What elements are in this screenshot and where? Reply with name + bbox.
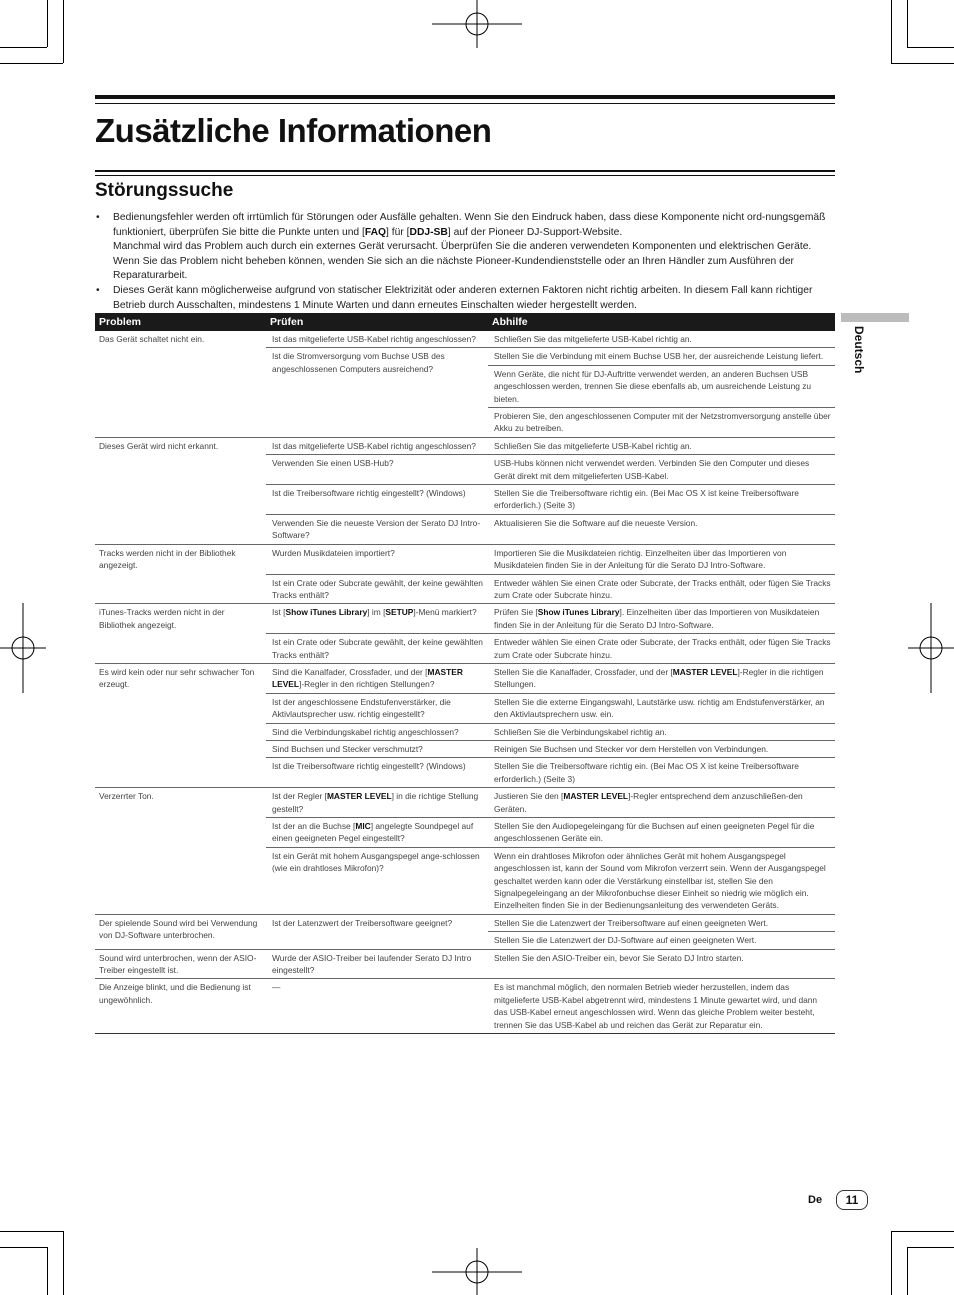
- check-cell: Ist die Treibersoftware richtig eingestellt? (Windows): [266, 485, 488, 515]
- bullet-mark: •: [96, 284, 100, 296]
- control-keyword: MASTER LEVEL: [272, 666, 463, 690]
- problem-cell: Die Anzeige blinkt, und die Bedienung ist ungewöhnlich.: [95, 979, 266, 1034]
- problem-cell: iTunes-Tracks werden nicht in der Bibliothek angezeigt.: [95, 604, 266, 664]
- section-title: Störungssuche: [95, 180, 234, 201]
- intro-text: Bedienungsfehler werden oft irrtümlich für Störungen oder Ausfälle gehalten. Wenn Sie den Eindruck haben, dass diese Komponente nicht ord-nungsgemäß funktioniert, überprüfen Sie bitte die Punkte unten und [: [113, 212, 826, 238]
- problem-cell: Der spielende Sound wird bei Verwendung von DJ-Software unterbrochen.: [95, 914, 266, 949]
- control-keyword: MASTER LEVEL: [326, 791, 392, 802]
- remedy-cell: Stellen Sie die Latenzwert der DJ-Software auf einen geeigneten Wert.: [488, 932, 835, 949]
- table-row: [95, 544, 835, 574]
- registration-mark-icon: [0, 603, 46, 693]
- intro-text: Dieses Gerät kann möglicherweise aufgrund von statischer Elektrizität oder anderen externen Faktoren nicht richtig arbeiten. In diesem Fall kann richtiger Betrieb durch Ausschalten, mindestens 1 Minute Warten und dann erneutes Einschalten wieder hergestellt werden.: [113, 284, 813, 311]
- check-cell: Verwenden Sie einen USB-Hub?: [266, 455, 488, 485]
- table-row: [95, 949, 835, 979]
- table-row: [95, 331, 835, 348]
- table-header-row: [95, 313, 835, 331]
- check-text: ]-Regler in den richtigen Stellungen?: [299, 679, 435, 690]
- check-text: Ist der an die Buchse [: [272, 821, 356, 831]
- check-cell: [266, 818, 488, 848]
- crop-mark: [0, 47, 47, 48]
- check-cell: Ist das mitgelieferte USB-Kabel richtig angeschlossen?: [266, 331, 488, 348]
- section-rule: [95, 170, 835, 172]
- crop-mark: [63, 0, 64, 63]
- registration-mark-icon: [908, 603, 954, 693]
- remedy-cell: Schließen Sie das mitgelieferte USB-Kabel richtig an.: [488, 331, 835, 348]
- intro-text: ] auf der Pioneer DJ-Support-Website.: [447, 226, 623, 238]
- problem-cell: Das Gerät schaltet nicht ein.: [95, 331, 266, 437]
- remedy-cell: [488, 604, 835, 634]
- remedy-cell: Wenn ein drahtloses Mikrofon oder ähnliches Gerät mit hohem Ausgangspegel angeschlossen ist, kann der Sound vom Mikrofon verzerrt sein. Wenn der Ausgangspegel geschaltet werden kann oder die Verstärkung einstellbar ist, stellen Sie den Signalpegeleingang an der Mikrofonbuchse dieser Einheit so niedrig wie möglich ein. Einzelheiten finden Sie in der Bedienungsanleitung des verwendeten Geräts.: [488, 847, 835, 914]
- crop-mark: [907, 0, 908, 47]
- crop-mark: [0, 1247, 47, 1248]
- remedy-cell: Stellen Sie die Treibersoftware richtig ein. (Bei Mac OS X ist keine Treibersoftware erforderlich.) (Seite 3): [488, 485, 835, 515]
- check-text: ] in die richtige Stellung gestellt?: [272, 791, 479, 814]
- remedy-text: ]-Regler in die richtigen Stellungen.: [494, 666, 824, 690]
- problem-cell: Dieses Gerät wird nicht erkannt.: [95, 437, 266, 544]
- section-rule: [95, 175, 835, 176]
- remedy-text: Justieren Sie den [: [494, 791, 564, 802]
- table-row: [95, 788, 835, 818]
- remedy-text: Stellen Sie die Kanalfader, Crossfader, und der [: [494, 666, 673, 677]
- crop-mark: [47, 1247, 48, 1295]
- crop-mark: [891, 63, 954, 64]
- remedy-cell: [488, 663, 835, 693]
- bullet-item: [95, 211, 835, 284]
- check-cell: Ist das mitgelieferte USB-Kabel richtig angeschlossen?: [266, 437, 488, 454]
- menu-keyword: Show iTunes Library: [537, 607, 620, 618]
- model-keyword: DDJ-SB: [409, 226, 448, 238]
- page-number: 11: [836, 1190, 868, 1210]
- remedy-cell: Wenn Geräte, die nicht für DJ-Auftritte verwendet werden, an anderen Buchsen USB angeschlossen werden, trennen Sie diese ebenfalls ab, um ausreichende Leistung zu bieten.: [488, 365, 835, 407]
- menu-keyword: Show iTunes Library: [285, 607, 368, 618]
- remedy-cell: Stellen Sie die Treibersoftware richtig ein. (Bei Mac OS X ist keine Treibersoftware erforderlich.) (Seite 3): [488, 758, 835, 788]
- table-row: [95, 979, 835, 1034]
- check-cell: Sind die Verbindungskabel richtig angeschlossen?: [266, 723, 488, 740]
- check-cell: Ist ein Crate oder Subcrate gewählt, der keine gewählten Tracks enthält?: [266, 634, 488, 664]
- column-header: Prüfen: [266, 313, 488, 331]
- check-cell: [266, 788, 488, 818]
- check-text: ] angelegte Soundpegel auf einen geeigneten Pegel eingestellt?: [272, 821, 474, 844]
- remedy-cell: Entweder wählen Sie einen Crate oder Subcrate, der Tracks enthält, oder fügen Sie Tracks zum Crate oder Subcrate hinzu.: [488, 574, 835, 604]
- table-row: [95, 437, 835, 454]
- check-text: Ist der Regler [: [272, 791, 327, 802]
- remedy-text: ]-Regler entsprechend dem anzuschließen-den Geräten.: [494, 791, 803, 814]
- check-text: ] im [: [367, 607, 386, 618]
- remedy-cell: [488, 788, 835, 818]
- problem-cell: Es wird kein oder nur sehr schwacher Ton erzeugt.: [95, 663, 266, 787]
- check-cell: Wurde der ASIO-Treiber bei laufender Serato DJ Intro eingestellt?: [266, 949, 488, 979]
- remedy-cell: Stellen Sie den ASIO-Treiber ein, bevor Sie Serato DJ Intro starten.: [488, 949, 835, 979]
- problem-cell: Tracks werden nicht in der Bibliothek angezeigt.: [95, 544, 266, 604]
- check-cell: Ist der Latenzwert der Treibersoftware geeignet?: [266, 914, 488, 949]
- crop-mark: [63, 1231, 64, 1295]
- check-cell: [266, 604, 488, 634]
- crop-mark: [891, 1231, 954, 1232]
- language-tab-label: Deutsch: [852, 326, 866, 374]
- bullet-mark: •: [96, 212, 100, 223]
- menu-keyword: SETUP: [385, 607, 414, 618]
- remedy-cell: Stellen Sie die Verbindung mit einem Buchse USB her, der ausreichende Leistung liefert.: [488, 348, 835, 365]
- registration-mark-icon: [432, 0, 522, 48]
- column-header: Problem: [95, 313, 266, 331]
- control-keyword: MASTER LEVEL: [672, 666, 738, 677]
- remedy-cell: Entweder wählen Sie einen Crate oder Subcrate, der Tracks enthält, oder fügen Sie Tracks zum Crate oder Subcrate hinzu.: [488, 634, 835, 664]
- control-keyword: MASTER LEVEL: [563, 791, 629, 802]
- check-cell: —: [266, 979, 488, 1034]
- remedy-cell: Stellen Sie den Audiopegeleingang für die Buchsen auf einen geeigneten Pegel für die angeschlossenen Geräte ein.: [488, 818, 835, 848]
- remedy-cell: Schließen Sie die Verbindungskabel richtig an.: [488, 723, 835, 740]
- faq-keyword: FAQ: [364, 226, 387, 238]
- crop-mark: [907, 47, 954, 48]
- remedy-cell: Stellen Sie die externe Eingangswahl, Lautstärke usw. richtig am Endstufenverstärker, an den Aktivlautsprechern usw. ein.: [488, 693, 835, 723]
- intro-text: Manchmal wird das Problem auch durch ein externes Gerät verursacht. Überprüfen Sie die anderen verwendeten Komponenten und elektrischen Geräte. Wenn Sie das Problem nicht beheben können, wenden Sie sich an die nächste Pioneer-Kundendienststelle oder an Ihren Händler zum Ausführen der Reparaturarbeit.: [113, 241, 812, 282]
- remedy-cell: Es ist manchmal möglich, den normalen Betrieb wieder herzustellen, indem das mitgelieferte USB-Kabel abgetrennt wird, mindestens 1 Minute gewartet wird, und dann das USB-Kabel erneut angeschlossen wird. Wenn das gleiche Problem weiter besteht, trennen Sie das USB-Kabel ab und reichen das Gerät zur Reparatur ein.: [488, 979, 835, 1034]
- check-text: Sind die Kanalfader, Crossfader, und der [: [272, 666, 428, 677]
- crop-mark: [47, 0, 48, 47]
- remedy-text: ]. Einzelheiten über das Importieren von Musikdateien finden Sie in der Anleitung für die Serato DJ Intro-Software.: [494, 607, 820, 630]
- check-cell: [266, 663, 488, 693]
- jack-keyword: MIC: [355, 821, 371, 831]
- problem-cell: Verzerrter Ton.: [95, 788, 266, 915]
- crop-mark: [0, 63, 63, 64]
- check-cell: Ist der angeschlossene Endstufenverstärker, die Aktivlautsprecher usw. richtig eingestellt?: [266, 693, 488, 723]
- crop-mark: [907, 1247, 908, 1295]
- remedy-cell: USB-Hubs können nicht verwendet werden. Verbinden Sie den Computer und dieses Gerät direkt mit dem mitgelieferten USB-Kabel.: [488, 455, 835, 485]
- language-tab-bar: [841, 313, 909, 322]
- title-rule: [95, 95, 835, 99]
- column-header: Abhilfe: [488, 313, 835, 331]
- check-cell: Ist ein Gerät mit hohem Ausgangspegel ange-schlossen (wie ein drahtloses Mikrofon)?: [266, 847, 488, 914]
- remedy-cell: Stellen Sie die Latenzwert der Treibersoftware auf einen geeigneten Wert.: [488, 914, 835, 931]
- page-title: Zusätzliche Informationen: [95, 112, 492, 149]
- problem-cell: Sound wird unterbrochen, wenn der ASIO-Treiber eingestellt ist.: [95, 949, 266, 979]
- table-row: [95, 914, 835, 931]
- check-cell: Sind Buchsen und Stecker verschmutzt?: [266, 740, 488, 757]
- intro-bullets: [95, 211, 835, 313]
- crop-mark: [891, 1231, 892, 1295]
- check-text: ]-Menü markiert?: [413, 607, 477, 618]
- remedy-cell: Probieren Sie, den angeschlossenen Computer mit der Netzstromversorgung anstelle über Akku zu betreiben.: [488, 408, 835, 438]
- troubleshooting-table: [95, 313, 835, 1034]
- table-row: [95, 604, 835, 634]
- check-cell: Verwenden Sie die neueste Version der Serato DJ Intro-Software?: [266, 514, 488, 544]
- registration-mark-icon: [432, 1248, 522, 1295]
- footer-language-code: De: [808, 1194, 823, 1206]
- intro-text: ] für [: [386, 226, 410, 238]
- remedy-text: Prüfen Sie [: [494, 607, 538, 618]
- remedy-cell: Aktualisieren Sie die Software auf die neueste Version.: [488, 514, 835, 544]
- bullet-item: [95, 284, 835, 313]
- check-cell: Wurden Musikdateien importiert?: [266, 544, 488, 574]
- check-cell: Ist die Stromversorgung vom Buchse USB des angeschlossenen Computers ausreichend?: [266, 348, 488, 437]
- crop-mark: [891, 0, 892, 63]
- remedy-cell: Importieren Sie die Musikdateien richtig. Einzelheiten über das Importieren von Musikdateien finden Sie in der Anleitung für die Serato DJ Intro-Software.: [488, 544, 835, 574]
- check-text: Ist [: [272, 607, 286, 618]
- crop-mark: [907, 1247, 954, 1248]
- table-row: [95, 663, 835, 693]
- crop-mark: [0, 1231, 63, 1232]
- title-rule: [95, 103, 835, 104]
- remedy-cell: Schließen Sie das mitgelieferte USB-Kabel richtig an.: [488, 437, 835, 454]
- check-cell: Ist die Treibersoftware richtig eingestellt? (Windows): [266, 758, 488, 788]
- check-cell: Ist ein Crate oder Subcrate gewählt, der keine gewählten Tracks enthält?: [266, 574, 488, 604]
- remedy-cell: Reinigen Sie Buchsen und Stecker vor dem Herstellen von Verbindungen.: [488, 740, 835, 757]
